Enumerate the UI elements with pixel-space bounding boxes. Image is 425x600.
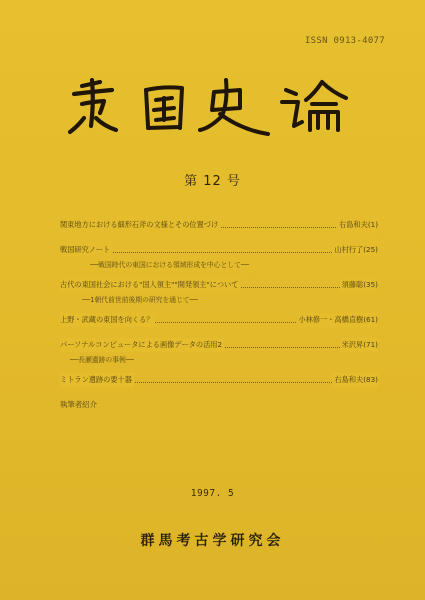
toc-entry-page: (61): [363, 315, 378, 324]
toc-entry-author-page: [337, 218, 378, 232]
toc-entry: [60, 243, 378, 257]
issue-number: 第 12 号: [184, 174, 241, 189]
toc-entry-author: 山村行了: [334, 245, 364, 254]
toc-entry-author-page: [340, 278, 378, 292]
toc-entry-page: (35): [363, 280, 378, 289]
toc-entry-title: 関東地方における細形石斧の文様とその位置づけ: [60, 218, 220, 232]
toc-entry-page: (83): [363, 375, 378, 384]
toc-entry-author: 小林修一・高橋直樹: [298, 315, 364, 324]
toc-entry-author: 右島和夫: [334, 375, 364, 384]
publication-date: 1997. 5: [190, 488, 235, 499]
toc-entry-author-page: [332, 373, 378, 387]
issn-number: ISSN 0913-4077: [304, 36, 385, 46]
toc-entry-title: 戦国研究ノート: [60, 243, 112, 257]
journal-title: [60, 72, 360, 142]
toc-entry-title: ミトラン遺跡の要十器: [60, 373, 134, 387]
toc-entry: [60, 218, 378, 232]
toc-contributors-note: 執筆者紹介: [60, 400, 97, 409]
toc-entry-page: (25): [363, 245, 378, 254]
toc-entry: [60, 373, 378, 387]
toc-entry-author-page: [297, 313, 378, 327]
toc-entry-subtitle: ──戦国時代の東国における領域形成を中心として──: [90, 261, 250, 269]
toc-entry-page: (71): [363, 340, 378, 349]
toc-entry: [60, 313, 378, 327]
publisher-name: 群馬考古学研究会: [140, 533, 285, 549]
toc-entry-title: 古代の東国社会における"国人領主""開発領主"について: [60, 278, 240, 292]
toc-entry: [60, 278, 378, 292]
toc-entry-author-page: [340, 338, 378, 352]
table-of-contents: [60, 218, 378, 412]
toc-entry-subtitle: ──1朝代前世前後期の研究を通じて──: [82, 296, 198, 304]
toc-entry-title: 上野・武蔵の東国を向くる？: [60, 313, 155, 327]
toc-entry-title: パーソナルコンピュータによる画像データの活用2: [60, 338, 224, 352]
toc-entry-author: 須藤聡: [341, 280, 364, 289]
journal-title-calligraphy: [60, 72, 360, 142]
toc-entry-author: 右島和夫: [339, 220, 368, 229]
toc-entry-author-page: [332, 243, 378, 257]
toc-entry: [60, 338, 378, 352]
toc-entry-page: (1): [367, 220, 378, 229]
toc-entry-author: 米沢昇: [341, 340, 364, 349]
toc-entry-subtitle: ──長瀬遺跡の事例──: [70, 356, 134, 364]
